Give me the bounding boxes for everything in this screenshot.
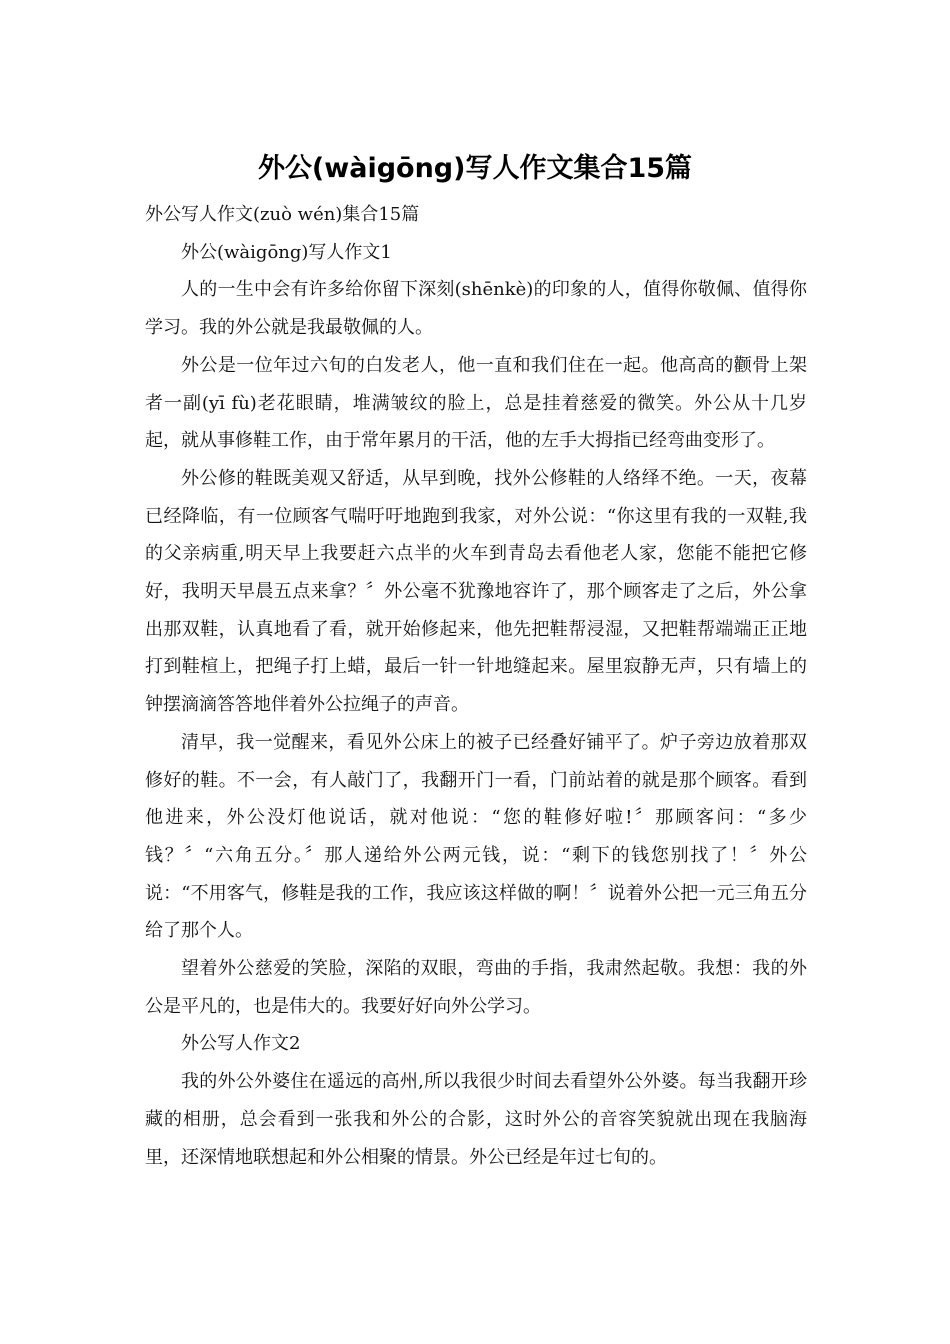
document-title: 外公(wàigōng)写人作文集合15篇 <box>257 153 693 184</box>
paragraph: 外公是一位年过六旬的白发老人，他一直和我们住在一起。他高高的颧骨上架者一副(yī fù)老花眼睛，堆满皱纹的脸上，总是挂着慈爱的微笑。外公从十几岁起，就从事修鞋工作，由于常年累月的干活，他的左手大拇指已经弯曲变形了。 <box>145 354 807 452</box>
paragraph: 清早，我一觉醒来，看见外公床上的被子已经叠好铺平了。炉子旁边放着那双修好的鞋。不一会，有人敲门了，我翻开门一看，门前站着的就是那个顾客。看到他进来，外公没灯他说话，就对他说：“您的鞋修好啦!〞那顾客问：“多少钱？〞“六角五分。〞那人递给外公两元钱，说：“剩下的钱您别找了！〞外公说：“不用客气，修鞋是我的工作，我应该这样做的啊！〞说着外公把一元三角五分给了那个人。 <box>145 731 807 942</box>
paragraph: 人的一生中会有许多给你留下深刻(shēnkè)的印象的人，值得你敬佩、值得你学习。我的外公就是我最敬佩的人。 <box>145 279 807 339</box>
paragraph: 望着外公慈爱的笑脸，深陷的双眼，弯曲的手指，我肃然起敬。我想：我的外公是平凡的，也是伟大的。我要好好向外公学习。 <box>145 958 807 1017</box>
section-heading: 外公(wàigōng)写人作文1 <box>181 241 392 263</box>
paragraph: 我的外公外婆住在遥远的高州,所以我很少时间去看望外公外婆。每当我翻开珍藏的相册，总会看到一张我和外公的合影，这时外公的音容笑貌就出现在我脑海里，还深情地联想起和外公相聚的情景。外公已经是年过七旬的。 <box>145 1071 807 1168</box>
section-heading: 外公写人作文2 <box>181 1033 301 1055</box>
document-subtitle: 外公写人作文(zuò wén)集合15篇 <box>145 204 420 225</box>
document-body <box>145 196 807 1176</box>
paragraph: 外公修的鞋既美观又舒适，从早到晚，找外公修鞋的人络绎不绝。一天，夜幕已经降临，有一位顾客气喘吁吁地跑到我家，对外公说：“你这里有我的一双鞋,我的父亲病重,明天早上我要赶六点半的火车到青岛去看他老人家，您能不能把它修好，我明天早晨五点来拿？〞外公毫不犹豫地容许了，那个顾客走了之后，外公拿出那双鞋，认真地看了看，就开始修起来，他先把鞋帮浸湿，又把鞋帮端端正正地打到鞋楦上，把绳子打上蜡，最后一针一针地缝起来。屋里寂静无声，只有墙上的钟摆滴滴答答地伴着外公拉绳子的声音。 <box>145 467 807 716</box>
